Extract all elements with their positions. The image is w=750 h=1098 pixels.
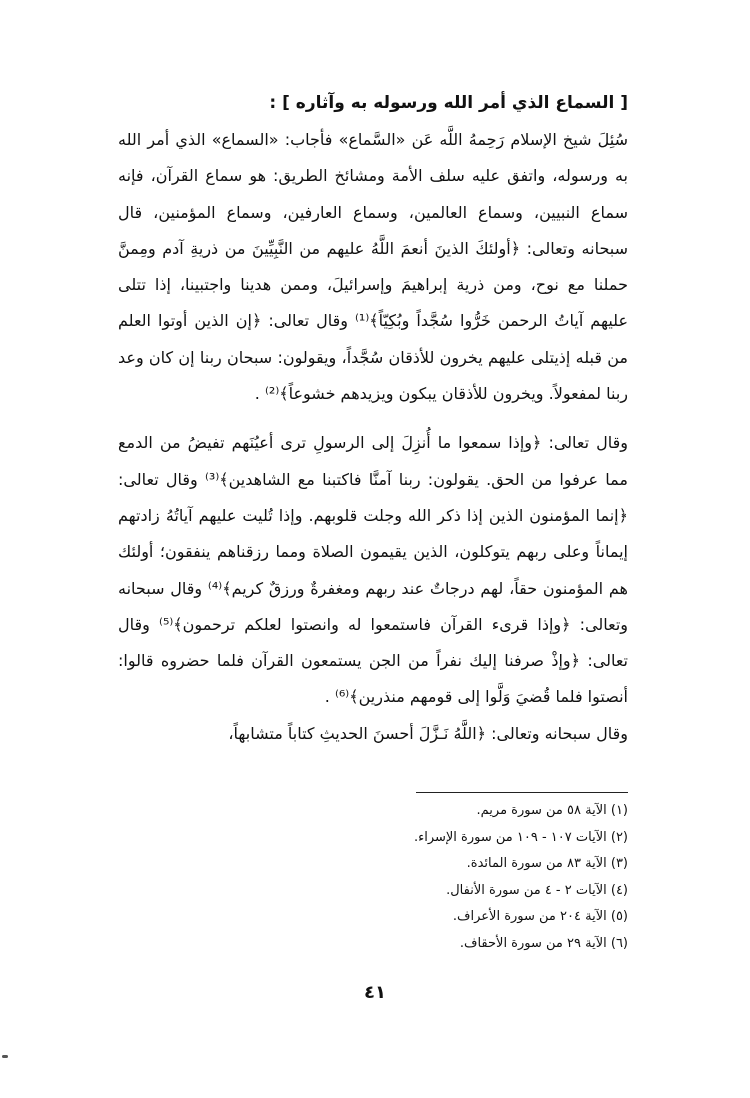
page-number: ٤١: [364, 982, 386, 1003]
footnote-2: (٢) الآيات ١٠٧ - ١٠٩ من سورة الإسراء.: [413, 829, 628, 845]
paragraph-2: وقال تعالى: ﴿وإذا سمعوا ما أُنزِلَ إلى الرسولِ ترى أعيُنَهم تفيضُ من الدمع مما عرفوا من الحق. يقولون: ربنا آمنَّا فاكتبنا مع الشاهدين﴾⁽³⁾ وقال تعالى: ﴿إنما المؤمنون الذين إذا ذكر الله وجلت قلوبهم. وإذا تُليت عليهم آياتُهُ زادتهم إيماناً وعلى ربهم يتوكلون، الذين يقيمون الصلاة ومما رزقناهم ينفقون؛ أولئك هم المؤمنون حقاً، لهم درجاتٌ عند ربهم ومغفرةٌ ورزقٌ كريم﴾⁽⁴⁾ وقال سبحانه وتعالى: ﴿وإذا قرىء القرآن فاستمعوا له وانصتوا لعلكم ترحمون﴾⁽⁵⁾ وقال تعالى: ﴿وإذْ صرفنا إليك نفراً من الجن يستمعون القرآن فلما حضروه قالوا: أنصتوا فلما قُضيَ وَلَّوا إلى قومهم منذرين﴾⁽⁶⁾ .: [118, 433, 629, 707]
footnote-6: (٦) الآية ٢٩ من سورة الأحقاف.: [459, 935, 628, 951]
footnote-divider: [416, 792, 628, 793]
body-text: [118, 122, 628, 752]
paragraph-3: وقال سبحانه وتعالى: ﴿اللَّهُ نَـزَّلَ أحسنَ الحديثِ كتاباً متشابهاً،: [228, 723, 628, 743]
footnote-1: (١) الآية ٥٨ من سورة مريم.: [476, 803, 628, 818]
footnote-5: (٥) الآية ٢٠٤ من سورة الأعراف.: [452, 909, 628, 924]
paragraph-1: سُئِلَ شيخ الإسلام رَحِمهُ اللَّه عَن «السَّماع» فأجاب: «السماع» الذي أمر الله به ورسوله، واتفق عليه سلف الأمة ومشائخ الطريق: هو سماع القرآن، فإنه سماع النبيين، وسماع العالمين، وسماع العارفين، وسماع المؤمنين، قال سبحانه وتعالى: ﴿أولئكَ الذينَ أنعمَ اللَّهُ عليهم من النَّبِيِّينَ من ذريةِ آدم ومِمنَّ حملنا مع نوح، ومن ذرية إبراهيمَ وإسرائيلَ، وممن هدينا واجتبينا، إذا تتلى عليهم آياتُ الرحمن خَرُّوا سُجَّداً وبُكِيّاً﴾⁽¹⁾ وقال تعالى: ﴿إن الذين أوتوا العلم من قبله إذيتلى عليهم يخرون للأذقان سُجَّداً، ويقولون: سبحان ربنا إن كان وعد ربنا لمفعولاً. ويخرون للأذقان يبكون ويزيدهم خشوعاً﴾⁽²⁾ .: [118, 130, 628, 404]
footnote-4: (٤) الآيات ٢ - ٤ من سورة الأنفال.: [446, 882, 628, 898]
footnotes: [300, 798, 628, 957]
section-heading: [ السماع الذي أمر الله ورسوله به وآثاره ] :: [269, 93, 628, 113]
scan-speck: [2, 1055, 8, 1058]
footnote-3: (٣) الآية ٨٣ من سورة المائدة.: [466, 856, 628, 871]
